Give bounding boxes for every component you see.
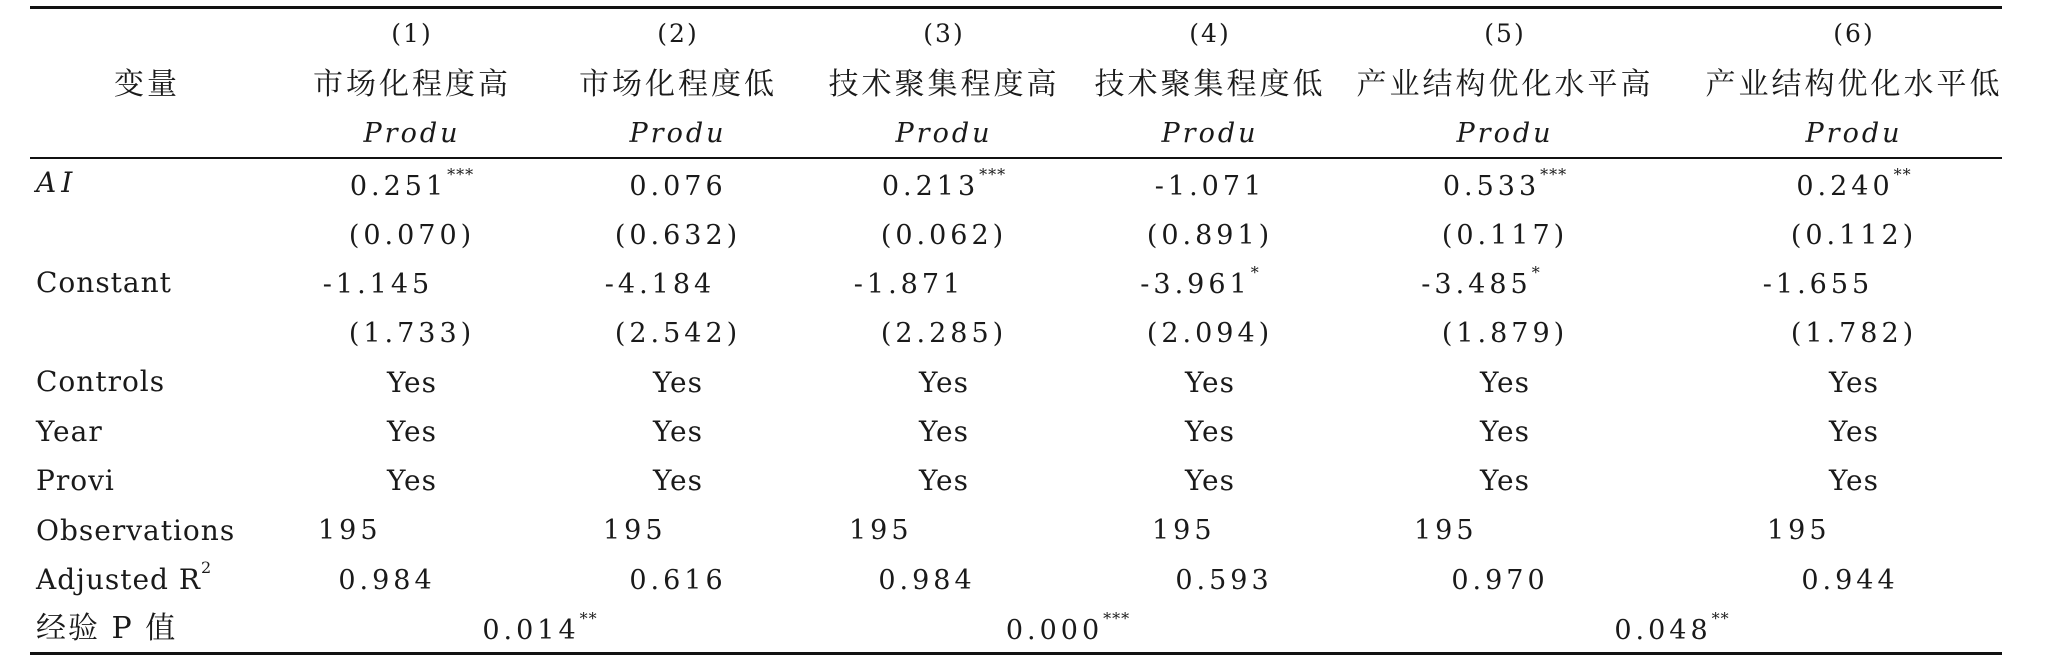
standard-error-cell: (0.062) [880,220,1008,251]
column-title: 市场化程度高 [313,67,511,102]
coefficient-cell: 0.076 [629,171,727,202]
column-title: 市场化程度低 [579,67,777,102]
column-number: (5) [1484,19,1526,48]
indicator-cell: Yes [1829,366,1879,399]
bottom-rule [30,652,2002,655]
indicator-cell: Yes [1829,464,1879,497]
row-label: Year [36,415,103,448]
column-dependent-variable: Produ [1805,118,1903,149]
indicator-cell: Yes [1185,366,1235,399]
observation-cell: 195 [1767,515,1831,546]
empirical-p-cell: 0.014** [482,609,598,646]
empirical-p-cell: 0.048** [1614,609,1730,646]
row-label: Provi [36,464,115,497]
observation-cell: 195 [318,515,382,546]
column-dependent-variable: Produ [629,118,727,149]
column-title: 产业结构优化水平高 [1356,67,1654,102]
indicator-cell: Yes [919,415,969,448]
top-rule [30,6,2002,9]
column-dependent-variable: Produ [1456,118,1554,149]
column-title: 产业结构优化水平低 [1705,67,2003,102]
row-label: Controls [36,365,166,398]
coefficient-cell: 0.533*** [1442,165,1568,202]
header-rule [30,157,2002,159]
r-squared-cell: 0.616 [629,565,727,596]
standard-error-cell: (0.117) [1441,220,1569,251]
standard-error-cell: (0.632) [614,220,742,251]
row-label: AI [36,166,78,199]
column-number: (6) [1833,19,1875,48]
observation-cell: 195 [1152,515,1216,546]
column-dependent-variable: Produ [1161,118,1259,149]
coefficient-cell: -4.184 [604,269,716,300]
column-dependent-variable: Produ [895,118,993,149]
coefficient-cell: -1.655 [1762,269,1874,300]
indicator-cell: Yes [387,366,437,399]
standard-error-cell: (2.094) [1146,318,1274,349]
row-label: Observations [36,514,236,547]
indicator-cell: Yes [387,464,437,497]
row-label: 经验 P 值 [36,611,178,646]
indicator-cell: Yes [1829,415,1879,448]
coefficient-cell: -3.961* [1140,263,1260,300]
column-number: (1) [391,19,433,48]
standard-error-cell: (2.285) [880,318,1008,349]
indicator-cell: Yes [1480,415,1530,448]
row-label: Constant [36,266,172,299]
indicator-cell: Yes [653,366,703,399]
indicator-cell: Yes [653,415,703,448]
indicator-cell: Yes [653,464,703,497]
column-number: (2) [657,19,699,48]
column-number: (3) [923,19,965,48]
coefficient-cell: -1.071 [1154,171,1266,202]
column-title: 技术聚集程度高 [828,67,1060,102]
coefficient-cell: -1.145 [322,269,434,300]
column-title: 技术聚集程度低 [1094,67,1326,102]
indicator-cell: Yes [1185,464,1235,497]
observation-cell: 195 [603,515,667,546]
standard-error-cell: (0.891) [1146,220,1274,251]
row-label: Adjusted $R^2$ [36,558,213,596]
indicator-cell: Yes [1480,464,1530,497]
r-squared-cell: 0.984 [878,565,976,596]
column-dependent-variable: Produ [363,118,461,149]
standard-error-cell: (1.733) [348,318,476,349]
coefficient-cell: -3.485* [1421,263,1541,300]
indicator-cell: Yes [919,464,969,497]
standard-error-cell: (1.782) [1790,318,1918,349]
coefficient-cell: 0.240** [1796,165,1912,202]
column-number: (4) [1189,19,1231,48]
standard-error-cell: (0.070) [348,220,476,251]
indicator-cell: Yes [1185,415,1235,448]
observation-cell: 195 [1414,515,1478,546]
empirical-p-cell: 0.000*** [1005,609,1131,646]
standard-error-cell: (0.112) [1790,220,1918,251]
standard-error-cell: (2.542) [614,318,742,349]
r-squared-cell: 0.970 [1451,565,1549,596]
r-squared-cell: 0.984 [338,565,436,596]
variable-header: 变量 [114,67,180,102]
observation-cell: 195 [849,515,913,546]
indicator-cell: Yes [919,366,969,399]
r-squared-cell: 0.593 [1175,565,1273,596]
indicator-cell: Yes [1480,366,1530,399]
coefficient-cell: -1.871 [853,269,965,300]
coefficient-cell: 0.213*** [881,165,1007,202]
coefficient-cell: 0.251*** [349,165,475,202]
standard-error-cell: (1.879) [1441,318,1569,349]
indicator-cell: Yes [387,415,437,448]
r-squared-cell: 0.944 [1801,565,1899,596]
